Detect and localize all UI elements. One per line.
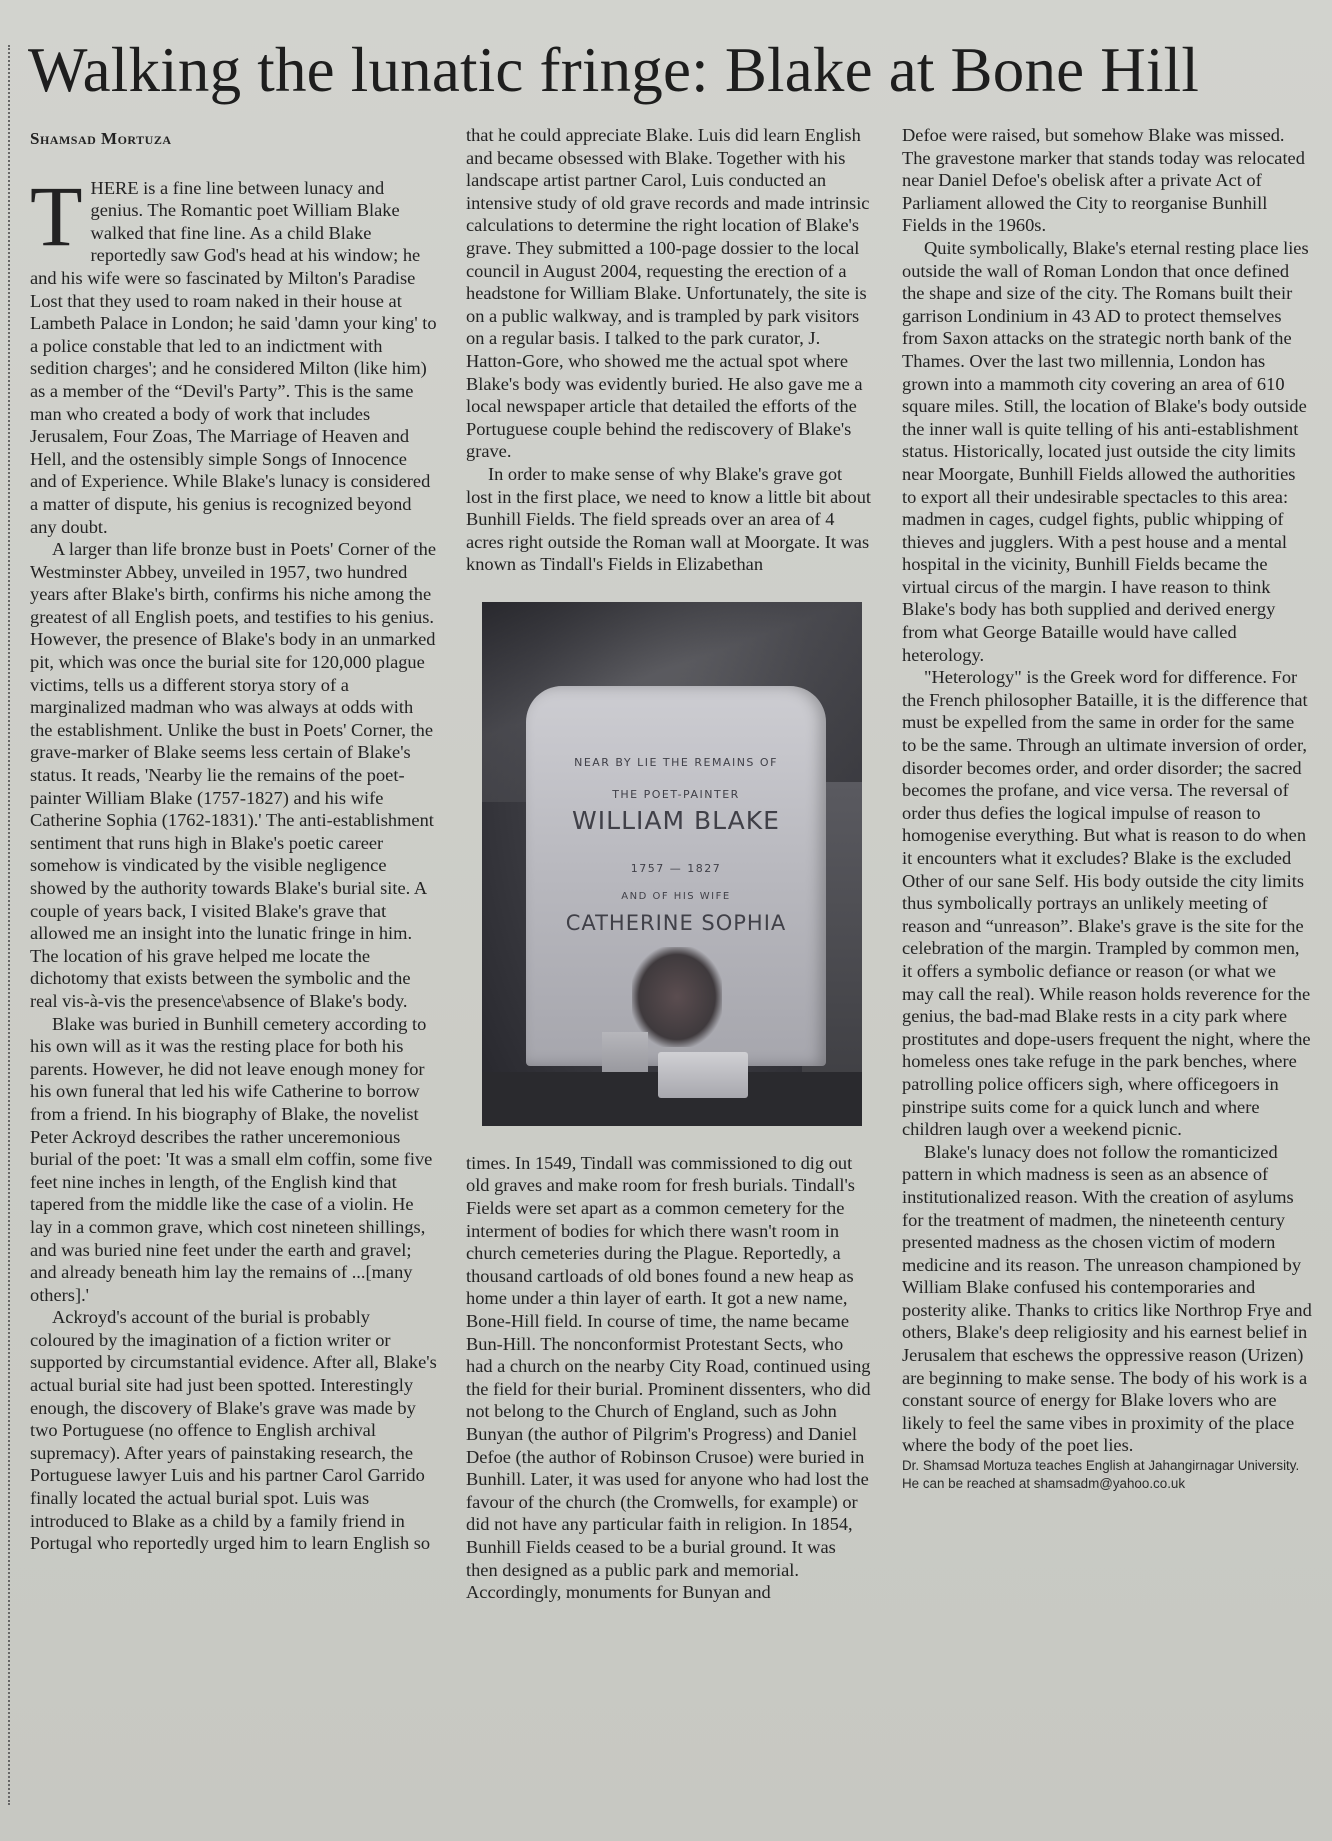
dotted-column-rule — [8, 45, 10, 1805]
article-column-2 — [466, 124, 872, 1604]
paragraph: "Heterology" is the Greek word for difference. For the French philosopher Bataille, it is the difference that must be expelled from the same in order for the same to be the same. Through an ultimate inversion of order, disorder becomes order, and order disorder; the sacred becomes the profane, and vice versa. The reversal of order thus defies the logical impulse of reason to homogenise everything. But what is reason to do when it encounters what it excludes? Blake is the excluded Other of our sane Self. His body outside the city limits thus symbolically portrays an unlikely meeting of reason and “unreason”. Blake's grave is the site for the celebration of the margin. Trampled by common men, it offers a symbolic defiance or reason (or what we may call the real). While reason holds reverence for the genius, the bad-mad Blake rests in a city park where prostitutes and dope-users frequent the night, where the homeless ones take refuge in the park benches, where patrolling police officers sigh, where officegoers in pinstripe suits come for a quick lunch and where children laugh over a weekend picnic. — [902, 667, 1311, 1140]
gravestone-photo — [482, 602, 862, 1126]
inscription-name: WILLIAM BLAKE — [572, 805, 780, 835]
inscription-line: THE POET-PAINTER — [612, 787, 740, 801]
paragraph: Ackroyd's account of the burial is probably coloured by the imagination of a fiction writer or supported by circumstantial evidence. After all, Blake's actual burial site had just been spotted. Interestingly enough, the discovery of Blake's grave was made by two Portuguese (no offence to English archival supremacy). After years of painstaking research, the Portuguese lawyer Luis and his partner Carol Garrido finally located the actual burial spot. Luis was introduced to Blake as a child by a family friend in Portugal who reportedly urged him to learn English so — [30, 1307, 437, 1554]
paragraph: In order to make sense of why Blake's grave got lost in the first place, we need to know a little bit about Bunhill Fields. The field spreads over an area of 4 acres right outside the Roman wall at Moorgate. It was known as Tindall's Fields in Elizabethan — [466, 463, 872, 575]
paragraph: Blake was buried in Bunhill cemetery according to his own will as it was the resting place for both his parents. However, he did not leave enough money for his own funeral that led his wife Catherine to borrow from a friend. In his biography of Blake, the novelist Peter Ackroyd describes the rather unceremonious burial of the poet: 'It was a small elm coffin, some five feet nine inches in length, of the English kind that tapered from the middle like the case of a violin. He lay in a common grave, which cost nineteen shillings, and was buried nine feet under the earth and gravel; and already beneath him lay the remains of ...[many others].' — [30, 1013, 433, 1305]
paragraph — [30, 167, 438, 539]
author-note: Dr. Shamsad Mortuza teaches English at Jahangirnagar University. He can be reached at shamsadm@yahoo.co.uk — [902, 1458, 1300, 1492]
paragraph: Quite symbolically, Blake's eternal resting place lies outside the wall of Roman London that once defined the shape and size of the city. The Romans built their garrison Londinium in 43 AD to protect themselves from Saxon attacks on the strategic north bank of the Thames. Over the last two millennia, London has grown into a mammoth city covering an area of 610 square miles. Still, the location of Blake's body outside the inner wall is quite telling of his anti-establishment status. Historically, located just outside the city limits near Moorgate, Bunhill Fields allowed the authorities to export all their undesirable spectacles to this area: madmen in cages, cudgel fights, public whipping of thieves and jugglers. With a pest house and a mental hospital in the vicinity, Bunhill Fields became the virtual circus of the margin. I have reason to think Blake's body has both supplied and derived energy from what George Bataille would have called heterology. — [902, 237, 1309, 665]
headline: Walking the lunatic fringe: Blake at Bone Hill — [28, 35, 1200, 105]
article-column-3 — [902, 124, 1312, 1493]
paragraph: Blake's lunacy does not follow the romanticized pattern in which madness is seen as an absence of institutionalized reason. With the creation of asylums for the treatment of madmen, the nineteenth century presented madness as the chosen victim of modern medicine and its reason. The unreason championed by William Blake confused his contemporaries and posterity alike. Thanks to critics like Northrop Frye and others, Blake's deep religiosity and his earnest belief in Jerusalem that eschews the oppressive reason (Urizen) are beginning to make sense. The body of his work is a constant source of energy for Blake lovers who are likely to feel the same vibes in proximity of the place where the body of the poet lies. — [902, 1141, 1312, 1456]
inscription-line: NEAR BY LIE THE REMAINS OF — [574, 755, 778, 769]
inscription-line: AND OF HIS WIFE — [621, 890, 731, 902]
byline: Shamsad Mortuza — [30, 129, 172, 148]
article-column-1 — [30, 124, 438, 1555]
drop-cap: T — [30, 167, 83, 264]
paragraph: that he could appreciate Blake. Luis did learn English and became obsessed with Blake. Together with his landscape artist partner Carol, Luis conducted an intensive study of old grave records and made intrinsic calculations to determine the right location of Blake's grave. They submitted a 100-page dossier to the local council in August 2004, requesting the erection of a headstone for William Blake. Unfortunately, the site is on a public walkway, and is trampled by park visitors on a regular basis. I talked to the park curator, J. Hatton-Gore, who showed me the actual spot where Blake's body was evidently buried. He also gave me a local newspaper article that detailed the efforts of the Portuguese couple behind the rediscovery of Blake's grave. — [466, 125, 870, 462]
inscription-dates: 1757 — 1827 — [630, 861, 722, 875]
paragraph-text: HERE is a fine line between lunacy and genius. The Romantic poet William Blake walked that fine line. As a child Blake reportedly saw God's head at his window; he and his wife were so fascinated by Milton's Paradise Lost that they used to roam naked in their house at Lambeth Palace in London; he said 'damn your king' to a police constable that led to an indictment with sedition charges'; and he considered Milton (like him) as a member of the “Devil's Party”. This is the same man who created a body of work that includes Jerusalem, Four Zoas, The Marriage of Heaven and Hell, and the ostensibly simple Songs of Innocence and of Experience. While Blake's lunacy is considered a matter of dispute, his genius is recognized beyond any doubt. — [30, 177, 437, 537]
paragraph: A larger than life bronze bust in Poets' Corner of the Westminster Abbey, unveiled in 1957, two hundred years after Blake's birth, confirms his niche among the greatest of all English poets, and testifies to his genius. However, the presence of Blake's body in an unmarked pit, which was once the burial site for 120,000 plague victims, tells us a different storya story of a marginalized madman who was always at odds with the establishment. Unlike the bust in Poets' Corner, the grave-marker of Blake seems less certain of Blake's status. It reads, 'Nearby lie the remains of the poet-painter William Blake (1757-1827) and his wife Catherine Sophia (1762-1831).' The anti-establishment sentiment that runs high in Blake's poetic career somehow is vindicated by the visible negligence showed by the authority towards Blake's burial site. A couple of years back, I visited Blake's grave that allowed me an insight into the lunatic fringe in him. The location of his grave helped me locate the dichotomy that exists between the symbolic and the real vis-à-vis the presence\absence of Blake's body. — [30, 539, 436, 1011]
paragraph: times. In 1549, Tindall was commissioned to dig out old graves and make room for fresh burials. Tindall's Fields were set apart as a common cemetery for the interment of bodies for which there wasn't room in church cemeteries during the Plague. Reportedly, a thousand cartloads of old bones found a new heap as home under a thin layer of earth. It got a new name, Bone-Hill field. In course of time, the name became Bun-Hill. The nonconformist Protestant Sects, who had a church on the nearby City Road, continued using the field for their burial. Prominent dissenters, who did not belong to the Church of England, such as John Bunyan (the author of Pilgrim's Progress) and Daniel Defoe (the author of Robinson Crusoe) were buried in Bunhill. Later, it was used for anyone who had lost the favour of the church (the Cromwells, for example) or did not have any particular faith in religion. In 1854, Bunhill Fields ceased to be a burial ground. It was then designed as a public park and memorial. Accordingly, monuments for Bunyan and — [466, 1152, 871, 1603]
inscription-wife-name: CATHERINE SOPHIA — [565, 910, 787, 935]
paragraph: Defoe were raised, but somehow Blake was missed. The gravestone marker that stands today was relocated near Daniel Defoe's obelisk after a private Act of Parliament allowed the City to reorganise Bunhill Fields in the 1960s. — [902, 125, 1305, 236]
stone-block — [658, 1052, 748, 1098]
